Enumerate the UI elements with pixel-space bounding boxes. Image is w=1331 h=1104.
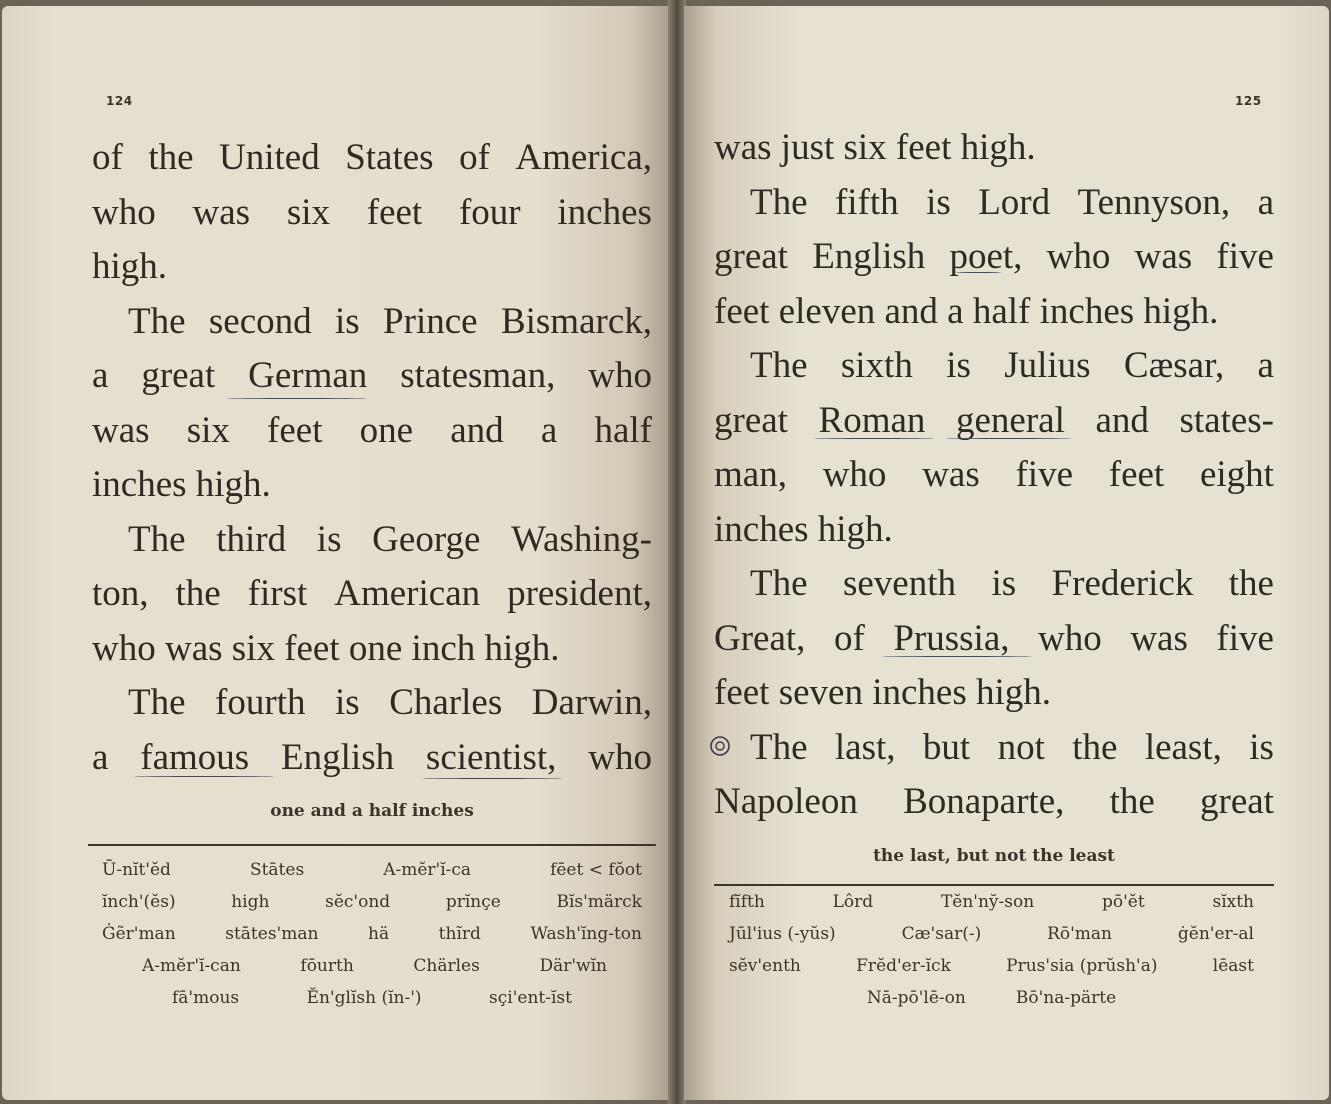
- text-line: of the United States of America,: [92, 137, 652, 178]
- ink-underline: [134, 776, 274, 777]
- vocabulary-word: Ĕn'glĭsh (ĭn-'): [306, 988, 422, 1008]
- text-line: The sixth is Julius Cæsar, a: [750, 345, 1274, 386]
- ink-underline: [882, 656, 1032, 657]
- ink-underline: [946, 438, 1071, 439]
- text-line: Napoleon Bonaparte, the great: [714, 781, 1274, 822]
- text-line: The third is George Washing-: [128, 518, 652, 560]
- vocabulary-list: [102, 854, 642, 1014]
- vocabulary-word: Nā-pō'lē-on: [866, 988, 966, 1008]
- text-line: who was six feet one inch high.: [92, 627, 560, 669]
- vocabulary-word: prĭnçe: [445, 892, 501, 912]
- vocabulary-word: fēet < fŏot: [550, 860, 642, 880]
- body-text: [92, 131, 652, 785]
- vocabulary-word: sĕv'enth: [729, 956, 801, 976]
- vocabulary-word: Jūl'ius (-yŭs): [729, 924, 836, 944]
- footnote: the last, but not the least: [873, 846, 1115, 866]
- vocabulary-word: Lôrd: [832, 892, 874, 912]
- text-line: The fourth is Charles Darwin,: [128, 682, 652, 723]
- text-line: high.: [92, 246, 168, 287]
- text-line: ton, the first American president,: [92, 573, 652, 614]
- ink-underline: [227, 398, 367, 399]
- vocabulary-word: Där'wĭn: [539, 956, 607, 976]
- text-line: was just six feet high.: [714, 127, 1036, 168]
- ink-underline: [956, 272, 1001, 273]
- text-line: feet eleven and a half inches high.: [714, 290, 1219, 332]
- vocabulary-word: Ġẽr'man: [102, 924, 176, 944]
- text-line: great English poet, who was five: [714, 236, 1274, 277]
- vocabulary-word: ġĕn'er-al: [1177, 924, 1254, 944]
- vocabulary-word: Ū-nĭt'ĕd: [102, 860, 171, 880]
- text-line: Great, of Prussia, who was five: [714, 617, 1274, 659]
- vocabulary-word: fōurth: [300, 956, 354, 976]
- text-line: inches high.: [714, 508, 893, 550]
- vocabulary-row: [729, 886, 1254, 918]
- vocabulary-word: Frĕd'er-ĭck: [856, 956, 951, 976]
- text-line: feet seven inches high.: [714, 672, 1051, 713]
- vocabulary-row: [102, 918, 642, 950]
- text-line: who was six feet four inches: [92, 191, 652, 233]
- text-line: great Roman general and states-: [714, 399, 1274, 441]
- text-line: The fifth is Lord Tennyson, a: [750, 181, 1274, 223]
- vocabulary-row: [102, 950, 642, 982]
- vocabulary-word: high: [231, 892, 270, 912]
- vocabulary-word: Stātes: [249, 860, 305, 880]
- vocabulary-word: Tĕn'ny̆-son: [940, 892, 1035, 912]
- vocabulary-word: stātes'man: [225, 924, 319, 944]
- divider: [88, 844, 656, 846]
- vocabulary-word: A-mĕr'ĭ-ca: [383, 860, 472, 880]
- vocabulary-word: Cæ'sar(-): [901, 924, 982, 944]
- vocabulary-word: hä: [368, 924, 390, 944]
- vocabulary-word: Bō'na-pärte: [1015, 988, 1117, 1008]
- vocabulary-word: Chärles: [413, 956, 480, 976]
- footnote: one and a half inches: [270, 801, 474, 821]
- text-line: inches high.: [92, 464, 271, 505]
- vocabulary-word: lēast: [1212, 956, 1254, 976]
- text-line: The seventh is Frederick the: [750, 563, 1274, 604]
- vocabulary-word: sçi'ent-ĭst: [489, 988, 572, 1008]
- text-line: was six feet one and a half: [92, 409, 652, 451]
- vocabulary-word: Prus'sia (prŭsh'a): [1006, 956, 1158, 976]
- text-line: a great German statesman, who: [92, 355, 652, 396]
- spiral-mark-icon: [708, 734, 732, 758]
- body-text: [714, 121, 1274, 830]
- left-page: [2, 6, 670, 1100]
- text-line: The second is Prince Bismarck,: [128, 300, 652, 342]
- vocabulary-word: ĭnch'(ĕs): [102, 892, 176, 912]
- vocabulary-word: pō'ĕt: [1101, 892, 1145, 912]
- vocabulary-word: A-mĕr'ĭ-can: [142, 956, 241, 976]
- vocabulary-list: [729, 886, 1254, 1014]
- vocabulary-word: Bĭs'märck: [556, 892, 642, 912]
- page-number: 125: [1235, 94, 1262, 108]
- vocabulary-row: [102, 886, 642, 918]
- vocabulary-word: sĕc'ond: [325, 892, 391, 912]
- page-number: 124: [106, 94, 133, 108]
- right-page: [684, 6, 1329, 1100]
- vocabulary-row: [102, 982, 642, 1014]
- vocabulary-word: fĭfth: [729, 892, 765, 912]
- vocabulary-word: Rō'man: [1047, 924, 1113, 944]
- vocabulary-word: Wash'ĭng-ton: [530, 924, 642, 944]
- text-line: man, who was five feet eight: [714, 454, 1274, 495]
- vocabulary-word: thĩrd: [438, 924, 481, 944]
- ink-underline: [422, 778, 562, 779]
- text-line: a famous English scientist, who: [92, 736, 652, 778]
- vocabulary-row: [729, 918, 1254, 950]
- ink-underline: [814, 438, 934, 439]
- vocabulary-row: [729, 982, 1254, 1014]
- vocabulary-word: fā'mous: [172, 988, 240, 1008]
- vocabulary-row: [102, 854, 642, 886]
- vocabulary-word: sĭxth: [1212, 892, 1254, 912]
- vocabulary-row: [729, 950, 1254, 982]
- text-line: The last, but not the least, is: [750, 726, 1274, 768]
